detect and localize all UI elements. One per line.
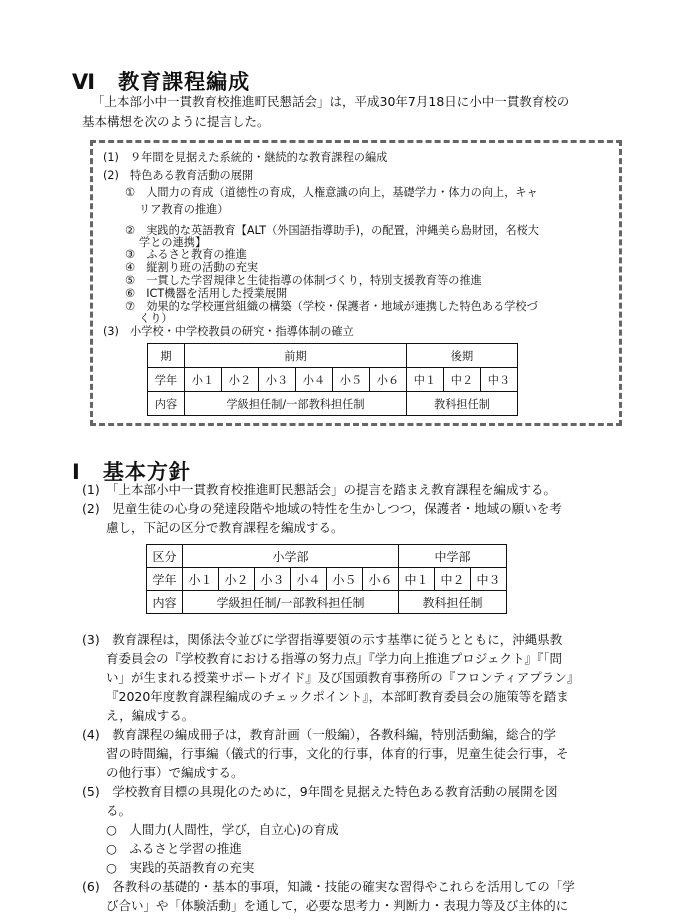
box-sub-1-line-2: リア教育の推進） (139, 203, 229, 216)
policy-4-line-3: の他行事）で編成する。 (106, 765, 244, 780)
division-table (146, 544, 507, 614)
policy-2-line-2: 慮し，下記の区分で教育課程を編成する。 (106, 520, 344, 535)
box-item-1: (1) ９年間を見据えた系統的・継続的な教育課程の編成 (103, 151, 388, 164)
policy-3-line-4: 『2020年度教育課程編成のチェックポイント』，本部町教育委員会の施策等を踏ま (106, 689, 569, 704)
box-table-header-second: 後期 (407, 344, 518, 368)
division-table-grade-cell: 小１ (183, 568, 219, 591)
policy-1: (1) 「上本部小中一貫教育校推進町民懇話会」の提言を踏まえ教育課程を編成する。 (82, 482, 556, 497)
policy-6-line-1: (6) 各教科の基礎的・基本的事項，知識・技能の確実な習得やこれらを活用しての「学 (82, 879, 575, 894)
division-table-header-elementary: 小学部 (183, 545, 399, 568)
box-table-header-first: 前期 (185, 344, 407, 368)
division-table-grade-cell: 中３ (471, 568, 507, 591)
policy-2-line-1: (2) 児童生徒の心身の発達段階や地域の特性を生かしつつ，保護者・地域の願いを考 (82, 501, 562, 516)
division-table-grade-cell: 小３ (255, 568, 291, 591)
division-table-grade-cell: 小２ (219, 568, 255, 591)
policy-3-line-2: 育委員会の『学校教育における指導の努力点』『学力向上推進プロジェクト』『「問 (106, 651, 563, 666)
policy-6-line-2: び合い」や「体験活動」を通して，必要な思考力・判断力・表現力等及び主体的に (106, 898, 569, 913)
division-table-grade-cell: 小６ (363, 568, 399, 591)
box-table-header-period: 期 (148, 344, 185, 368)
proposal-box (90, 140, 622, 426)
box-table-grade-cell: 中２ (444, 368, 481, 392)
box-sub-7-line-2: くり） (139, 312, 173, 325)
division-table-grade-cell: 中１ (399, 568, 435, 591)
box-table-content-second: 教科担任制 (407, 392, 518, 416)
box-table-grade-cell: 小２ (222, 368, 259, 392)
division-table-grade-cell: 小５ (327, 568, 363, 591)
box-item-2: (2) 特色ある教育活動の展開 (103, 169, 254, 182)
box-table-grade-cell: 小４ (296, 368, 333, 392)
policy-4-line-2: 習の時間編，行事編（儀式的行事，文化的行事，体育的行事，児童生徒会行事，そ (106, 746, 569, 761)
policy-5-line-1: (5) 学校教育目標の具現化のために，9年間を見据えた特色ある教育活動の展開を図 (82, 784, 558, 799)
policy-5-bullet-2: ○ ふるさと学習の推進 (106, 841, 242, 856)
section-1-title: Ⅰ 基本方針 (72, 460, 191, 484)
division-table-header-division: 区分 (147, 545, 183, 568)
division-table-content-elementary: 学級担任制/一部教科担任制 (183, 591, 399, 614)
division-table-header-junior: 中学部 (399, 545, 507, 568)
division-table-grade-cell: 小４ (291, 568, 327, 591)
policy-5-bullet-1: ○ 人間力(人間性，学び，自立心)の育成 (106, 822, 339, 837)
policy-3-line-3: い」が生まれる授業サポートガイド』及び国頭教育事務所の『フロンティアプラン』 (106, 670, 580, 685)
box-sub-6: ⑥ ICT機器を活用した授業展開 (125, 287, 288, 300)
box-sub-2-line-2: 学との連携】 (139, 236, 207, 249)
box-sub-2-line-1: ② 実践的な英語教育【ALT（外国語指導助手)，の配置，沖縄美ら島財団，名桜大 (125, 224, 539, 237)
box-table-grade-cell: 中３ (481, 368, 518, 392)
division-table-content-junior: 教科担任制 (399, 591, 507, 614)
policy-3-line-5: え，編成する。 (106, 708, 195, 723)
box-grade-table (147, 343, 518, 416)
policy-4-line-1: (4) 教育課程の編成冊子は，教育計画（一般編），各教科編，特別活動編，総合的学 (82, 727, 556, 742)
box-table-grade-cell: 小１ (185, 368, 222, 392)
box-sub-3: ③ ふるさと教育の推進 (125, 248, 247, 261)
box-table-grade-cell: 小３ (259, 368, 296, 392)
box-table-grade-cell: 小５ (333, 368, 370, 392)
box-sub-1-line-1: ① 人間力の育成（道徳性の育成，人権意識の向上，基礎学力・体力の向上，キャ (125, 186, 538, 199)
division-table-grade-cell: 中２ (435, 568, 471, 591)
policy-5-line-2: る。 (106, 803, 132, 818)
box-item-3: (3) 小学校・中学校教員の研究・指導体制の確立 (103, 325, 354, 338)
policy-5-bullet-3: ○ 実践的英語教育の充実 (106, 860, 255, 875)
box-sub-7-line-1: ⑦ 効果的な学校運営組織の構築（学校・保護者・地域が連携した特色ある学校づ (125, 300, 538, 313)
box-table-grade-cell: 小６ (370, 368, 407, 392)
section-6-intro-line-1: 「上本部小中一貫教育校推進町民懇話会」は，平成30年7月18日に小中一貫教育校の (92, 94, 570, 109)
box-table-row-grade: 学年 (148, 368, 185, 392)
box-sub-4: ④ 縦割り班の活動の充実 (125, 261, 259, 274)
division-table-row-grade: 学年 (147, 568, 183, 591)
box-table-content-first: 学級担任制/一部教科担任制 (185, 392, 407, 416)
section-6-intro-line-2: 基本構想を次のように提言した。 (82, 114, 270, 129)
box-sub-5: ⑤ 一貫した学習規律と生徒指導の体制づくり，特別支援教育等の推進 (125, 274, 482, 287)
section-6-title: Ⅵ 教育課程編成 (72, 70, 251, 94)
box-table-grade-cell: 中１ (407, 368, 444, 392)
division-table-row-content: 内容 (147, 591, 183, 614)
policy-3-line-1: (3) 教育課程は，関係法令並びに学習指導要領の示す基準に従うとともに，沖縄県教 (82, 632, 563, 647)
box-table-row-content: 内容 (148, 392, 185, 416)
